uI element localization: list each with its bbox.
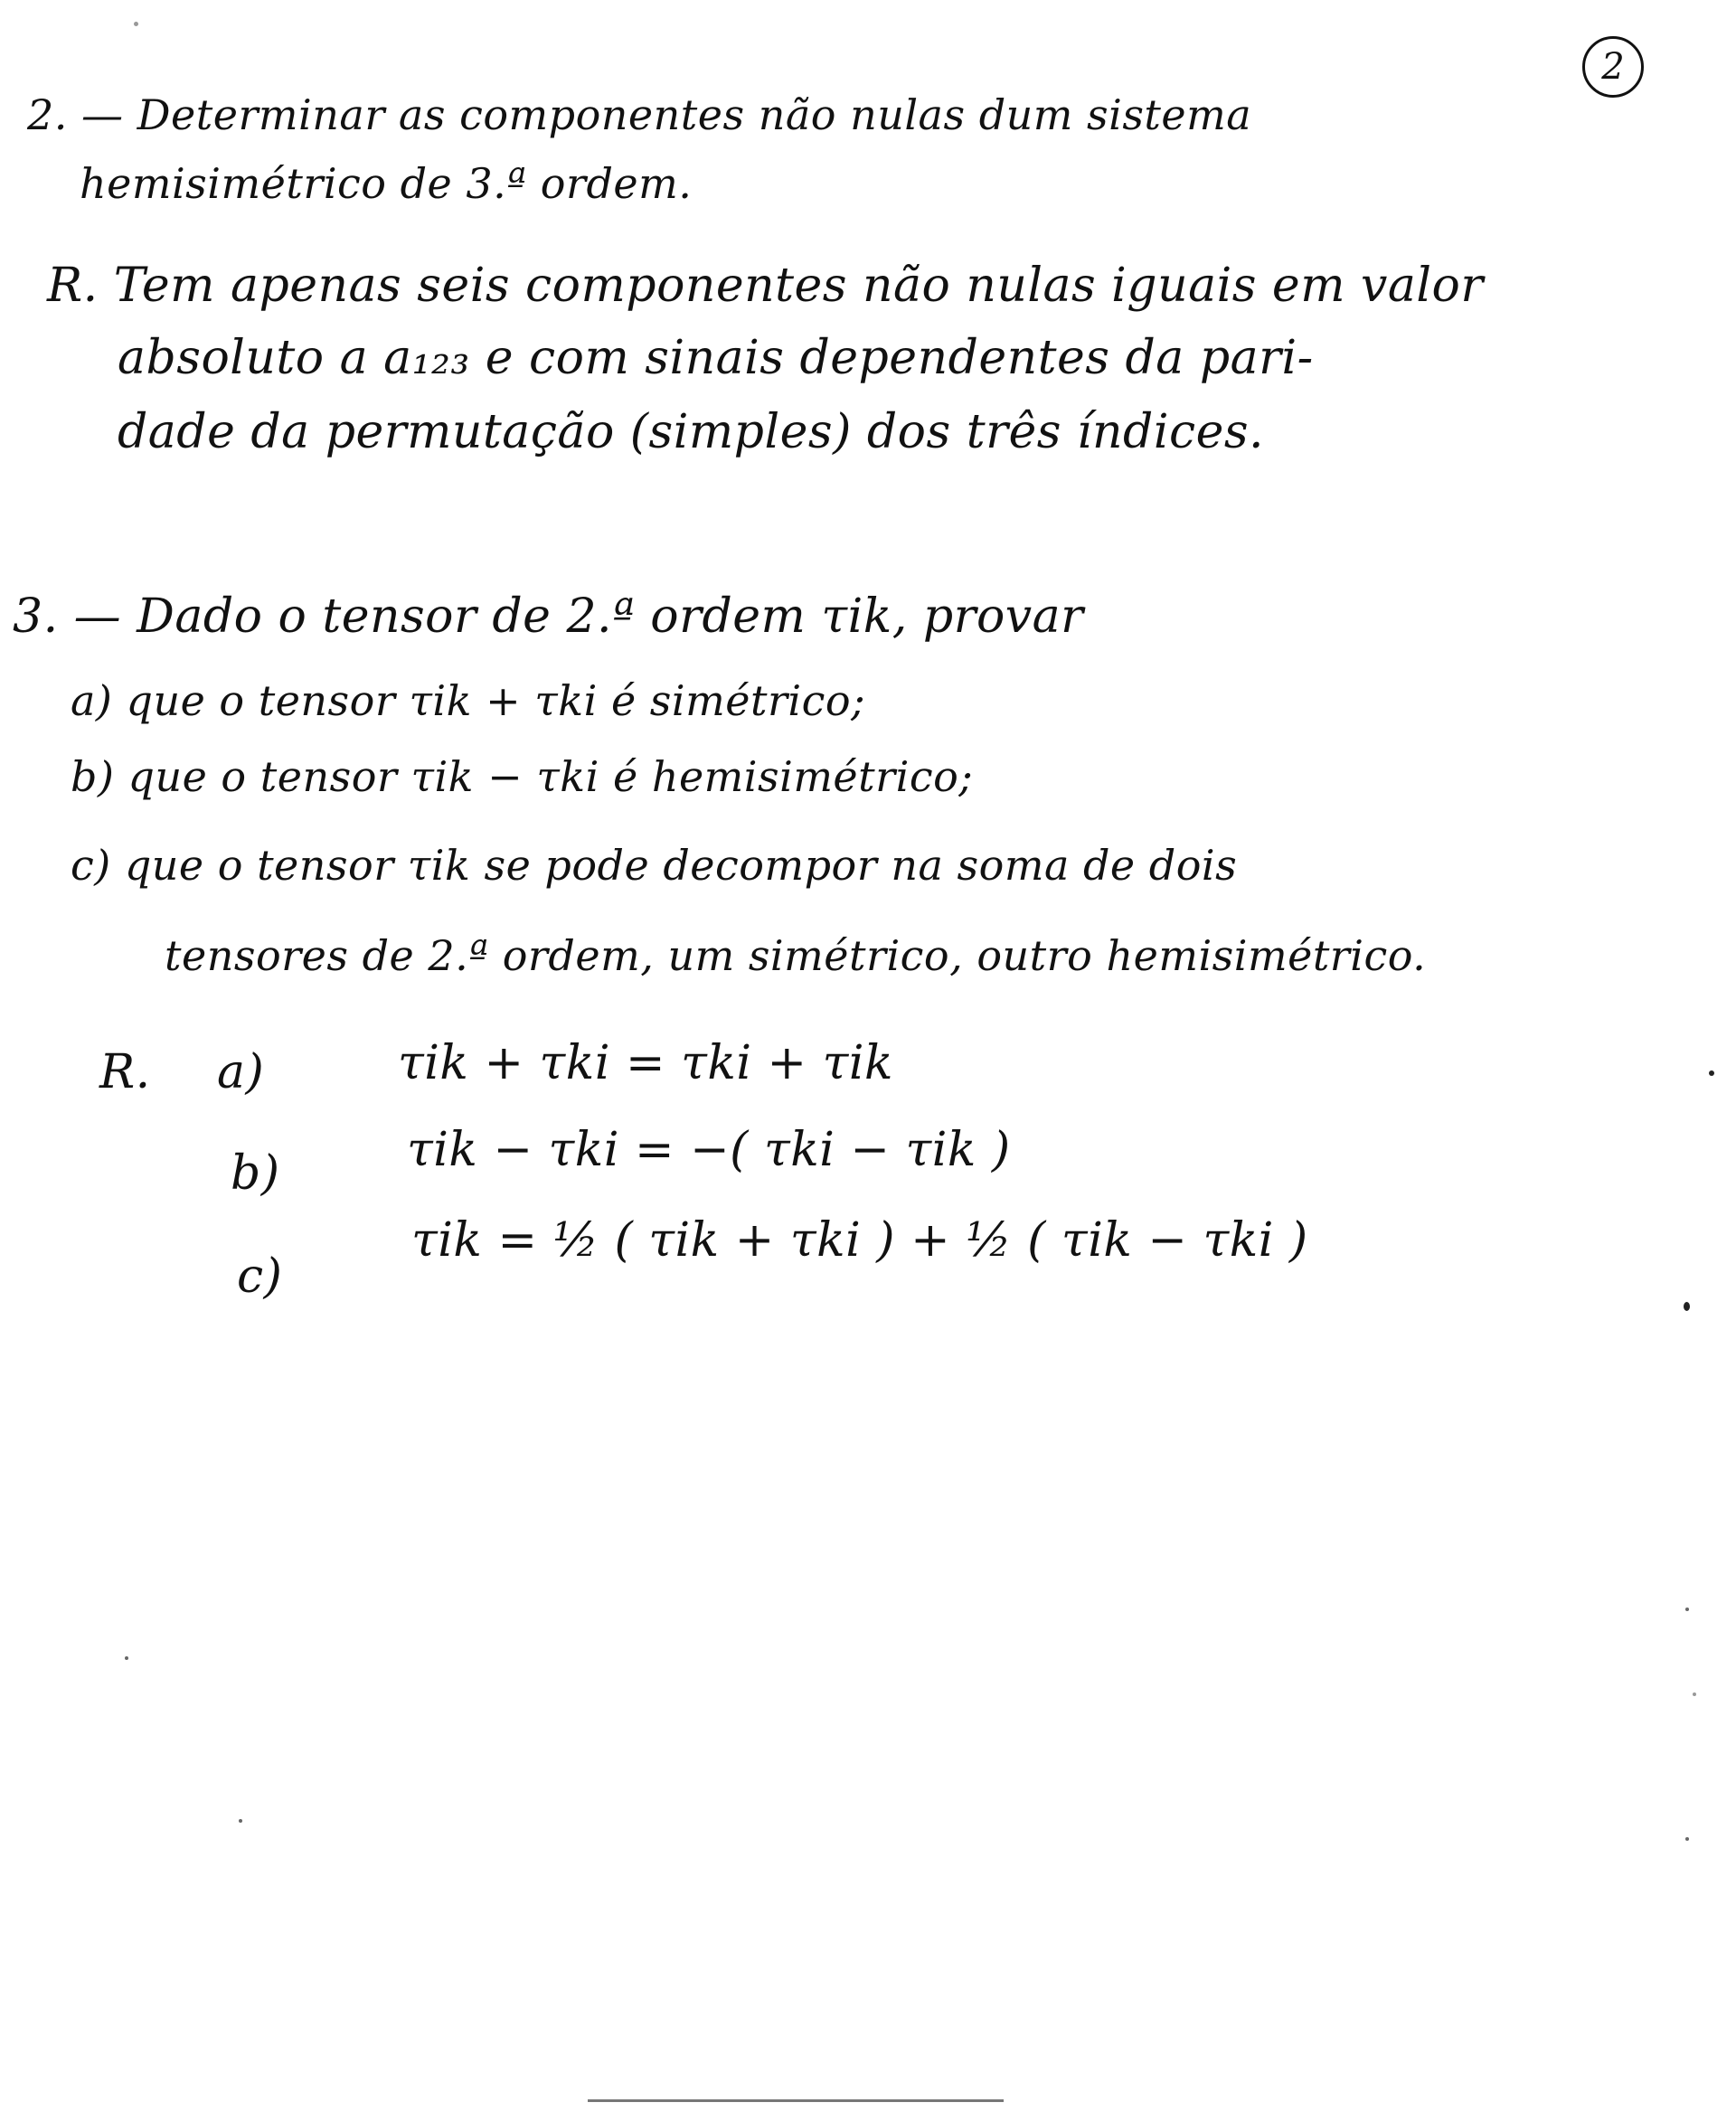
answer-3-b-label: b) — [231, 1146, 280, 1201]
question-3-item-c-line-1: c) que o tensor τik se pode decompor na soma de dois — [71, 841, 1238, 890]
answer-3-a-equation: τik + τki = τki + τik — [398, 1036, 894, 1090]
question-3-item-b: b) que o tensor τik − τki é hemisimétrico; — [71, 752, 974, 801]
answer-2-line-2: absoluto a a₁₂₃ e com sinais dependentes da pari- — [118, 331, 1314, 385]
scan-speck — [239, 1819, 242, 1823]
scan-speck — [1685, 1837, 1689, 1841]
scan-speck — [125, 1656, 128, 1660]
scan-speck — [1684, 1302, 1690, 1311]
answer-3-c-equation: τik = ½ ( τik + τki ) + ½ ( τik − τki ) — [411, 1213, 1308, 1268]
scan-speck — [1693, 1692, 1696, 1696]
question-3-item-c-line-2: tensores de 2.ª ordem, um simétrico, outro hemisimétrico. — [165, 931, 1427, 980]
question-3-item-a: a) que o tensor τik + τki é simétrico; — [71, 676, 866, 725]
scan-speck — [1685, 1608, 1689, 1611]
scan-bottom-edge — [588, 2099, 1004, 2102]
question-3-line-1: 3. — Dado o tensor de 2.ª ordem τik, provar — [13, 589, 1084, 644]
answer-3-a-label: a) — [217, 1045, 265, 1099]
answer-2-line-1: R. Tem apenas seis componentes não nulas iguais em valor — [47, 259, 1484, 313]
scan-speck — [1709, 1070, 1714, 1076]
answer-2-line-3: dade da permutação (simples) dos três índices. — [118, 405, 1265, 459]
answer-3-label: R. — [99, 1045, 151, 1099]
question-2-line-2: hemisimétrico de 3.ª ordem. — [80, 159, 693, 208]
question-2-line-1: 2. — Determinar as componentes não nulas dum sistema — [27, 90, 1252, 139]
scan-speck — [134, 22, 138, 26]
answer-3-c-label: c) — [237, 1249, 283, 1304]
page-number: 2 — [1582, 36, 1644, 98]
answer-3-b-equation: τik − τki = −( τki − τik ) — [407, 1123, 1011, 1177]
